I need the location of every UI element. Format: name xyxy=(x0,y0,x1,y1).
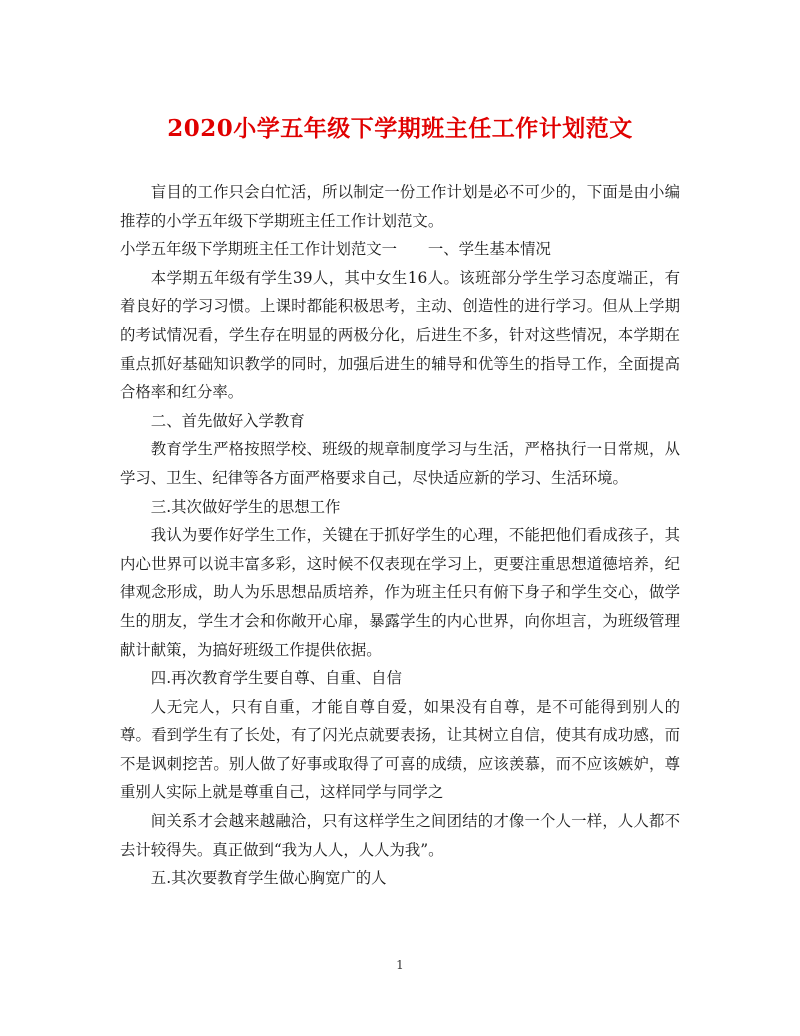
paragraph-student-situation: 本学期五年级有学生39人，其中女生16人。该班部分学生学习态度端正，有着良好的学习习惯。上课时都能积极思考，主动、创造性的进行学习。但从上学期的考试情况看，学生存在明显的两极分化，后进生不多，针对这些情况，本学期在重点抓好基础知识教学的同时，加强后进生的辅导和优等生的指导工作，全面提高合格率和红分率。 xyxy=(120,268,680,402)
document-body xyxy=(120,178,680,893)
paragraph-relationships: 间关系才会越来越融洽，只有这样学生之间团结的才像一个人一样，人人都不去计较得失。真正做到“我为人人，人人为我”。 xyxy=(120,812,680,859)
heading-broad-minded: 五.其次要教育学生做心胸宽广的人 xyxy=(150,869,387,888)
document-title: 2020小学五年级下学期班主任工作计划范文 xyxy=(167,115,633,142)
paragraph-entrance-education: 教育学生严格按照学校、班级的规章制度学习与生活，严格执行一日常规，从学习、卫生、纪律等各方面严格要求自己，尽快适应新的学习、生活环境。 xyxy=(120,440,680,487)
paragraph-section-heading: 小学五年级下学期班主任工作计划范文一 一、学生基本情况 xyxy=(120,240,551,259)
paragraph-intro: 盲目的工作只会白忙活，所以制定一份工作计划是必不可少的，下面是由小编推荐的小学五年级下学期班主任工作计划范文。 xyxy=(120,183,680,230)
heading-entrance-education: 二、首先做好入学教育 xyxy=(150,411,305,430)
page-number: 1 xyxy=(396,958,404,972)
paragraph-ideological-work: 我认为要作好学生工作，关键在于抓好学生的心理，不能把他们看成孩子，其内心世界可以说丰富多彩，这时候不仅表现在学习上，更要注重思想道德培养，纪律观念形成，助人为乐思想品质培养，作为班主任只有俯下身子和学生交心，做学生的朋友，学生才会和你敞开心扉，暴露学生的内心世界，向你坦言，为班级管理献计献策，为搞好班级工作提供依据。 xyxy=(120,526,680,659)
heading-self-respect: 四.再次教育学生要自尊、自重、自信 xyxy=(150,669,402,688)
paragraph-self-respect: 人无完人，只有自重，才能自尊自爱，如果没有自尊，是不可能得到别人的尊。看到学生有了长处，有了闪光点就要表扬，让其树立自信，使其有成功感，而不是讽刺挖苦。别人做了好事或取得了可喜的成绩，应该羡慕，而不应该嫉妒，尊重别人实际上就是尊重自己，这样同学与同学之 xyxy=(120,697,680,802)
heading-ideological-work: 三.其次做好学生的思想工作 xyxy=(150,497,341,516)
